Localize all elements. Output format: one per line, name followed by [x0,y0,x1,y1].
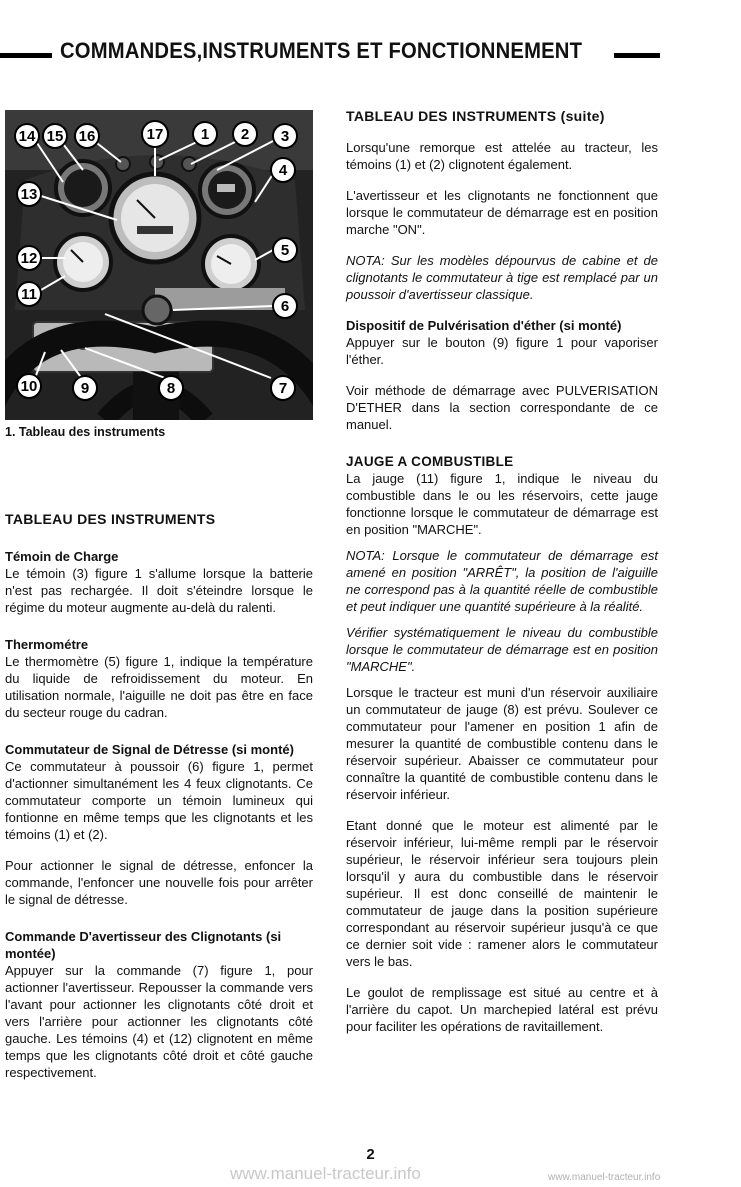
callout-16-label: 16 [78,128,96,145]
page-header [0,36,741,72]
temoin-text: Le témoin (3) figure 1 s'allume lorsque la batterie n'est pas rechargée. Il doit s'éteindre lorsque le régime du moteur augmente au-delà du ralenti. [5,566,313,615]
callout-7-label: 7 [278,380,288,397]
callout-14 [15,124,39,148]
instrument-panel-figure [5,110,313,420]
ether-text: Appuyer sur le bouton (9) figure 1 pour vaporiser l'éther. [346,335,658,367]
callout-5 [273,238,297,262]
callout-6-label: 6 [280,298,290,315]
clignotants-text: Appuyer sur la commande (7) figure 1, pour actionner l'avertisseur. Repousser la commande vers l'avant pour actionner les clignotants côté droit et vers l'arrière pour actionner les clignotants côté gauche. Les témoins (4) et (12) clignotent en même temps que les clignotants côté droit et côté gauche respectivement. [5,963,313,1080]
callout-8 [159,376,183,400]
ether-title: Dispositif de Pulvérisation d'éther (si monté) [346,318,622,333]
jauge-text-4: Le goulot de remplissage est situé au centre et à l'arrière du capot. Un marchepied latéral est prévu pour faciliter les opérations de ravitaillement. [346,985,658,1034]
callout-12-label: 12 [20,250,38,267]
callout-16 [75,124,99,148]
temoin-title: Témoin de Charge [5,549,119,564]
callout-9-label: 9 [80,380,90,397]
callout-1-label: 1 [200,126,210,143]
callout-17 [142,121,168,147]
right-paragraph-2: L'avertisseur et les clignotants ne fonctionnent que lorsque le commutateur de démarrage est en position marche "ON". [346,188,658,237]
section-title-instruments-suite: TABLEAU DES INSTRUMENTS (suite) [346,108,605,124]
section-title-instruments: TABLEAU DES INSTRUMENTS [5,511,216,527]
jauge-text: La jauge (11) figure 1, indique le niveau du combustible dans le ou les réservoirs, cette jauge fonctionne lorsque le commutateur de démarrage est en position "MARCHE". [346,471,658,537]
instrument-panel-photo [5,110,313,420]
page-number: 2 [366,1146,375,1163]
callout-10 [17,374,41,398]
callout-4-label: 4 [278,162,288,179]
callout-15 [43,124,67,148]
jauge-text-3: Etant donné que le moteur est alimenté par le réservoir inférieur, lui-même rempli par le réservoir supérieur, le réservoir inférieur sera toujours plein lorsqu'il y aura du combustible dans le réservoir supérieur. Il est donc conseillé de maintenir le commutateur de jauge dans la position supérieure correspondant au réservoir supérieur jusqu'à ce que ce dernier soit vide : ramener alors le commutateur vers le bas. [346,818,658,969]
callout-2-label: 2 [240,126,250,143]
jauge-nota-2: Vérifier systématiquement le niveau du combustible lorsque le commutateur de démarrage est en position "MARCHE". [346,625,658,674]
thermo-title: Thermométre [5,637,89,652]
detresse-title: Commutateur de Signal de Détresse (si monté) [5,742,294,757]
callout-13-label: 13 [20,186,38,203]
callout-10-label: 10 [20,378,38,395]
callout-3 [273,124,297,148]
detresse-text-2: Pour actionner le signal de détresse, enfoncer la commande, l'enfoncer une nouvelle fois pour arrêter le signal de détresse. [5,858,313,907]
jauge-title: JAUGE A COMBUSTIBLE [346,454,514,469]
callout-3-label: 3 [280,128,290,145]
header-rule-right [614,53,660,58]
callout-14-label: 14 [18,128,36,145]
callout-1 [193,122,217,146]
watermark: www.manuel-tracteur.info [230,1164,421,1183]
clignotants-title: Commande D'avertisseur des Clignotants (si montée) [5,929,282,961]
right-paragraph-1: Lorsqu'une remorque est attelée au tracteur, les témoins (1) et (2) clignotent également. [346,140,658,172]
right-column [346,108,658,1035]
nota-cabine: NOTA: Sur les modèles dépourvus de cabine et de clignotants le commutateur à tige est remplacé par un poussoir d'avertisseur classique. [346,253,658,302]
callout-4 [271,158,295,182]
callout-5-label: 5 [280,242,290,259]
left-column [5,110,313,1081]
callout-11 [17,282,41,306]
jauge-text-2: Lorsque le tracteur est muni d'un réservoir auxiliaire un commutateur de jauge (8) est prévu. Soulever ce commutateur pour l'amener en position 1 afin de mesurer la quantité de combustible contenu dans le réservoir supérieur. Abaisser ce commutateur pour connaître la quantité de combustible contenu dans le réservoir inférieur. [346,685,658,802]
callout-9 [73,376,97,400]
ether-text-2: Voir méthode de démarrage avec PULVERISATION D'ETHER dans la section correspondante de ce manuel. [346,383,658,432]
jauge-nota: NOTA: Lorsque le commutateur de démarrage est amené en position "ARRÊT", la position de l'aiguille ne correspond pas à la quantité réelle de combustible et peut indiquer une quantité supérieure à la réalité. [346,548,658,614]
figure-caption: 1. Tableau des instruments [5,425,166,439]
watermark-small: www.manuel-tracteur.info [548,1172,661,1183]
callout-2 [233,122,257,146]
callout-15-label: 15 [46,128,64,145]
thermo-text: Le thermomètre (5) figure 1, indique la température du liquide de refroidissement du moteur. En utilisation normale, l'aiguille ne doit pas être en face du secteur rouge du cadran. [5,654,313,720]
callout-12 [17,246,41,270]
callout-7 [271,376,295,400]
callout-8-label: 8 [166,380,176,397]
detresse-text: Ce commutateur à poussoir (6) figure 1, permet d'actionner simultanément les 4 feux clignotants. Ce commutateur comporte un témoin lumineux qui fontionne en même temps que les clignotants et les témoins (1) et (2). [5,759,313,842]
page-title: COMMANDES,INSTRUMENTS ET FONCTIONNEMENT [60,38,583,63]
callout-11-label: 11 [21,286,37,303]
callout-6 [273,294,297,318]
callout-17-label: 17 [146,126,164,143]
callout-13 [17,182,41,206]
header-rule-left [0,53,52,58]
